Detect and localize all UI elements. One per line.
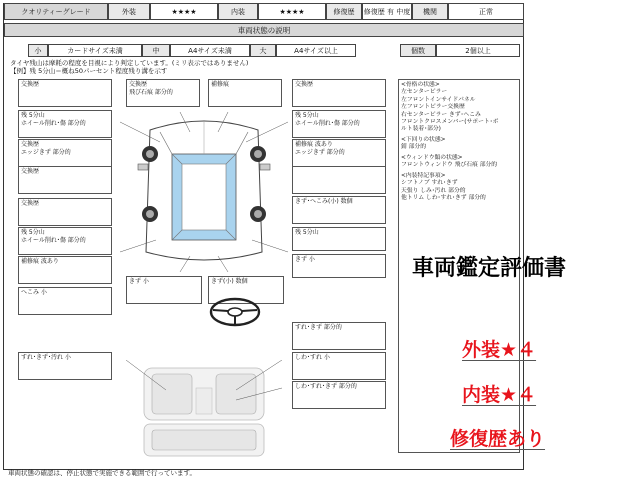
- interior-damage-box: しわ･すれ 小: [292, 352, 386, 380]
- damage-box: きず 小: [126, 276, 202, 304]
- repair-value: 修復歴 有 中度: [362, 3, 412, 20]
- damage-box: へこみ 小: [18, 287, 112, 315]
- exterior-grade-badge: 外装★４: [462, 339, 537, 361]
- grade-label: クオリティーグレード: [4, 3, 108, 20]
- repair-history-badge: 修復歴あり: [450, 428, 546, 450]
- interior-stars: ★★★★: [258, 3, 326, 20]
- skeleton-notes: <骨格の状態> 左センターピラー 左フロントインサイドパネル 左フロントピラー交換歴 右センターピラー きず･へこみ フロントクロスメンバー(サポート･ボ ルト装着･部分): [401, 82, 499, 133]
- damage-box: 残 5分山 ホイール削れ･傷 部分的: [18, 110, 112, 138]
- steering-wheel-icon: [208, 296, 262, 328]
- interior-label: 内装: [218, 3, 258, 20]
- damage-box: 残 5分山 ホイール削れ･傷 部分的: [292, 110, 386, 138]
- tire-note-2: 【例】残 5分山＝概ね50パーセント程度残り溝を示す: [10, 67, 168, 75]
- engine-value: 正常: [448, 3, 524, 20]
- interior-damage-box: すれ･きず･汚れ 小: [18, 352, 112, 380]
- damage-box: きず(小) 数個: [208, 276, 284, 304]
- size-small: 小: [28, 44, 48, 57]
- interior-damage-box: すれ･きず 部分的: [292, 322, 386, 350]
- damage-box: 交換歴 飛び石痕 部分的: [126, 79, 200, 107]
- appraisal-headline: 車両鑑定評価書: [412, 256, 567, 281]
- damage-box: 交換歴: [292, 79, 386, 107]
- damage-box: 補修痕 波あり エッジきず 部分的: [292, 139, 386, 167]
- damage-box: [292, 166, 386, 194]
- count-desc: 2個以上: [436, 44, 520, 57]
- size-large-desc: A4サイズ以上: [276, 44, 356, 57]
- car-top-view-diagram: [120, 112, 288, 272]
- damage-box: 補修痕 波あり: [18, 256, 112, 284]
- size-small-desc: カードサイズ未満: [48, 44, 142, 57]
- damage-box: 交換歴: [18, 166, 112, 194]
- size-large: 大: [250, 44, 276, 57]
- count-label: 個数: [400, 44, 436, 57]
- size-medium-desc: A4サイズ未満: [170, 44, 250, 57]
- interior-grade-badge: 内装★４: [462, 384, 537, 406]
- damage-box: きず 小: [292, 254, 386, 278]
- interior-damage-box: しわ･すれ･きず 部分的: [292, 381, 386, 409]
- damage-box: 補修痕: [208, 79, 282, 107]
- window-notes: <ウィンドウ類の状態> フロントウィンドウ 飛び石痕 部分的: [401, 155, 498, 169]
- damage-box: 交換歴: [18, 198, 112, 226]
- exterior-label: 外装: [108, 3, 150, 20]
- undercarriage-notes: <下回りの状態> 錆 部分的: [401, 137, 446, 151]
- interior-seats-diagram: [126, 360, 282, 460]
- engine-label: 機関: [412, 3, 448, 20]
- size-medium: 中: [142, 44, 170, 57]
- tire-note-1: タイヤ残山は摩耗の程度を目視により判定しています。(ミリ表示ではありません): [10, 59, 249, 67]
- interior-notes: <内装特記事項> シフトノブ すれ･きず 天張り しみ･汚れ 部分的 他トリム しわ･すれ･きず 部分的: [401, 173, 486, 202]
- footer-note: 車両状態の確認は、停止状態で実施できる範囲で行っています。: [8, 469, 196, 477]
- damage-box: 交換歴 エッジきず 部分的: [18, 139, 112, 167]
- section-title: 車両状態の説明: [4, 23, 524, 37]
- damage-box: 残 5分山: [292, 227, 386, 251]
- exterior-stars: ★★★★: [150, 3, 218, 20]
- repair-label: 修復歴: [326, 3, 362, 20]
- damage-box: きず･へこみ(小) 数個: [292, 196, 386, 224]
- damage-box: 残 5分山 ホイール削れ･傷 部分的: [18, 227, 112, 255]
- damage-box: 交換歴: [18, 79, 112, 107]
